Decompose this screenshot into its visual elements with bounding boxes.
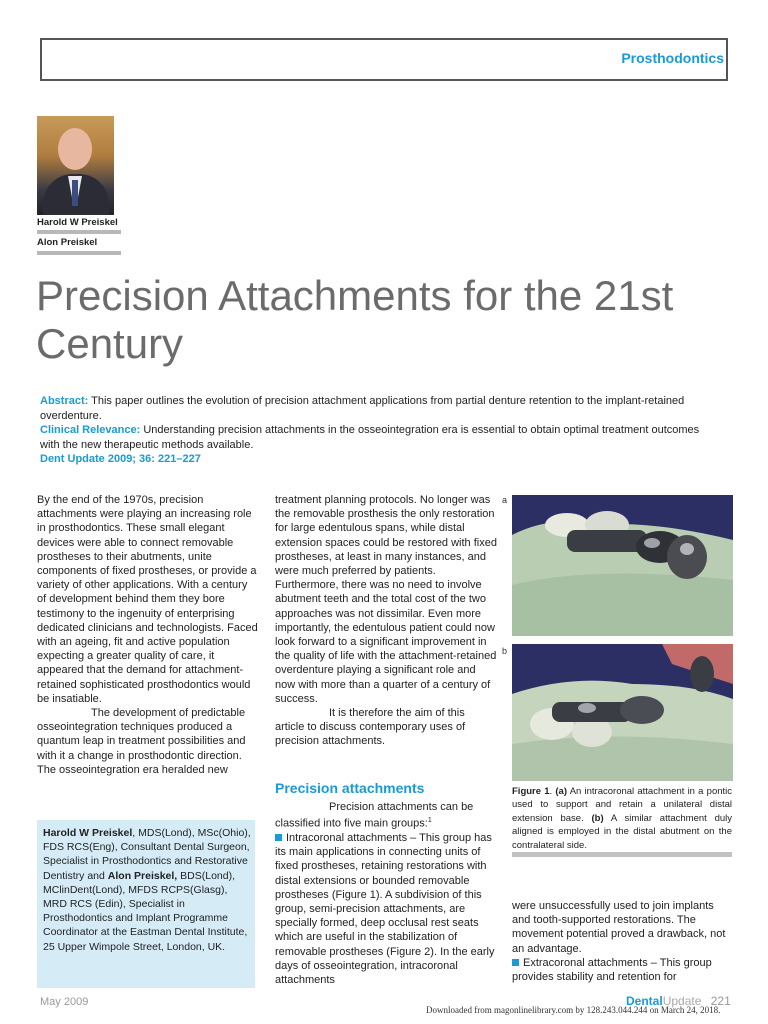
paragraph: By the end of the 1970s, precision attachments were playing an increasing role in prosthodontics. These small elegant devices were able to connect removable prostheses to their abutments, unite components of fixed prostheses, or provide a variety of other applications. With a century of development behind them they bore testimony to the ingenuity of enterprising dedicated clinicians and technologists. Faced with an ageing, fit and active population expecting a greater quality of care, it appeared that the demand for attachment-retained sophisticated prosthodontics would be insatiable. [37,494,258,705]
list-item: Extracoronal attachments – This group provides stability and retention for [512,956,712,984]
issue-date: May 2009 [40,996,89,1008]
abstract-text: This paper outlines the evolution of precision attachment applications from partial denture retention to the implant-retained overdenture. [40,395,685,422]
citation: Dent Update 2009; 36: 221–227 [40,453,201,465]
bio-name: Alon Preiskel, [107,869,178,882]
figure-panel-a [512,495,733,636]
body-column-2-bottom [275,800,497,987]
paragraph: were unsuccessfully used to join implants and tooth-supported restorations. The movement potential proved a drawback, not an advantage. [512,900,726,955]
author-divider [37,251,121,255]
section-label: Prosthodontics [621,50,724,66]
body-column-2-top [275,493,497,749]
body-column-1 [37,493,259,777]
bio-text: BDS(Lond), MClinDent(Lond), MFDS RCPS(Glasg), MRD RCS (Edin), Specialist in Prosthodontics and Implant Programme Coordinator at the Eastman Dental Institute, 25 Upper Wimpole Street, London, UK. [43,869,248,953]
bullet-icon [512,959,519,966]
bio-name: Harold W Preiskel [43,827,133,839]
abstract-label: Abstract: [40,395,89,407]
author-name-secondary: Alon Preiskel [37,237,98,248]
dental-model-image [512,495,733,636]
journal-brand: DentalUpdate 221 [626,994,731,1008]
bio-text: , MDS(Lond), MSc(Ohio), FDS RCS(Eng), Consultant Dental Surgeon, Specialist in Prosthodontics and Restorative Dentistry and [43,827,251,882]
author-name-primary: Harold W Preiskel [37,217,118,228]
section-heading: Precision attachments [275,780,425,796]
paragraph: It is therefore the aim of this article to discuss contemporary uses of precision attachments. [275,707,466,748]
author-divider [37,230,121,234]
clinical-relevance-text: Understanding precision attachments in the osseointegration era is essential to obtain optimal treatment outcomes with the new therapeutic methods available. [40,424,700,451]
paragraph: Precision attachments can be classified into five main groups:$^1$ [275,801,474,830]
figure-panel-label: a [502,495,508,505]
author-photo [37,116,114,215]
abstract-block [40,394,720,467]
list-item: Intracoronal attachments – This group has its main applications in connecting units of fixed prostheses, retaining restorations with distal extensions or bounded removable prostheses (Figure 1). A subdivision of this group, semi-precision attachments, are specially formed, deep occlusal rest seats which are useful in the stabilization of removable prostheses (Figure 2). In the early days of osseointegration, intracoronal attachments [275,832,495,987]
dental-model-image [512,644,733,781]
body-column-3 [512,899,734,984]
paragraph: treatment planning protocols. No longer was the removable prosthesis the only restoration for large edentulous spans, while distal extension spaces could be restored with fixed prostheses, at least in many instances, and were much preferred by patients. Furthermore, there was no need to involve abutment teeth and the total cost of the two approaches was not dissimilar. Even more importantly, the edentulous patient could now look forward to a significant improvement in the quality of life with the attachment-retained overdenture playing a significant role and now with more than a quarter of a century of success. [275,494,497,705]
author-bio [43,826,253,954]
figure-panel-b [512,644,733,781]
article-title: Precision Attachments for the 21st Century [36,272,674,367]
download-notice: Downloaded from magonlinelibrary.com by 128.243.044.244 on March 24, 2018. [426,1005,721,1015]
figure-panel-label: b [502,646,508,656]
paragraph: The development of predictable osseointegration techniques produced a quantum leap in treatment possibilities and with it a change in prosthodontic direction. The osseointegration era heralded new [37,707,246,776]
figure-caption: Figure 1. (a) An intracoronal attachment in a pontic used to support and retain a unilateral distal extension base. (b) A similar attachment duly aligned is employed in the distal abutment on the contralateral side. [512,786,733,851]
page-number: 221 [710,994,731,1008]
bullet-icon [275,834,282,841]
caption-divider [512,852,732,857]
clinical-relevance-label: Clinical Relevance: [40,424,141,436]
